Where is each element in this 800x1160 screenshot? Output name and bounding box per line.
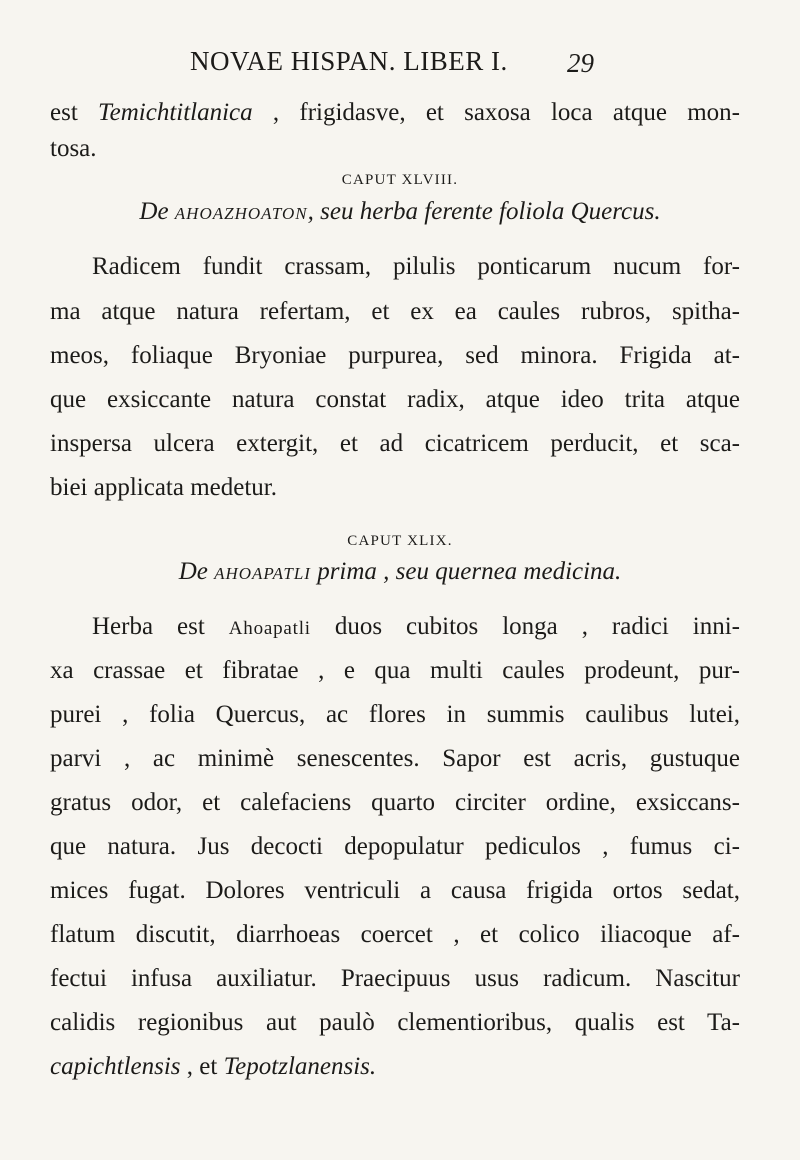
chapter-48-line-2: ma atque natura refertam, et ex ea caules rubros, spitha- (50, 298, 740, 325)
chapter-48-line-4: que exsiccante natura constat radix, atque ideo trita atque (50, 386, 740, 413)
plant-name: Ahoapatli (228, 618, 311, 639)
place-name: Tepotzlanensis. (223, 1053, 377, 1080)
chapter-48-line-1: Radicem fundit crassam, pilulis ponticarum nucum for- (92, 253, 740, 280)
chapter-48-line-6: biei applicata medetur. (50, 474, 277, 501)
intro-line-1: est Temichtitlanica , frigidasve, et saxosa loca atque mon- (50, 99, 740, 126)
page-number: 29 (567, 48, 594, 78)
chapter-48-line-3: meos, foliaque Bryoniae purpurea, sed minora. Frigida at- (50, 342, 740, 369)
chapter-49-caput: CAPUT XLIX. (347, 533, 453, 549)
chapter-49-line-6: que natura. Jus decocti depopulatur pediculos , fumus ci- (50, 833, 740, 860)
running-head: NOVAE HISPAN. LIBER I. (190, 46, 508, 76)
plant-name: AHOAZHOATON (174, 204, 308, 223)
chapter-49-line-3: purei , folia Quercus, ac flores in summis caulibus lutei, (50, 701, 740, 728)
chapter-49-line-2: xa crassae et fibratae , e qua multi caules prodeunt, pur- (50, 657, 740, 684)
plant-name: AHOAPATLI (214, 564, 311, 583)
chapter-49-line-11: capichtlensis , et Tepotzlanensis. (50, 1053, 377, 1080)
place-name: Temichtitlanica (98, 99, 253, 126)
chapter-48-title: De AHOAZHOATON, seu herba ferente foliola Quercus. (139, 198, 661, 225)
chapter-49-line-5: gratus odor, et calefaciens quarto circiter ordine, exsiccans- (50, 789, 740, 816)
page-header (0, 38, 800, 82)
chapter-49-line-10: calidis regionibus aut paulò clementioribus, qualis est Ta- (50, 1009, 740, 1036)
place-name: capichtlensis (50, 1053, 181, 1080)
chapter-49-line-4: parvi , ac minimè senescentes. Sapor est acris, gustuque (50, 745, 740, 772)
chapter-49-line-8: flatum discutit, diarrhoeas coercet , et colico iliacoque af- (50, 921, 740, 948)
chapter-48-caput: CAPUT XLVIII. (341, 172, 459, 188)
intro-line-2: tosa. (50, 135, 97, 162)
chapter-49-line-9: fectui infusa auxiliatur. Praecipuus usus radicum. Nascitur (50, 965, 740, 992)
chapter-49-line-1: Herba est Ahoapatli duos cubitos longa , radici inni- (92, 613, 740, 640)
chapter-48-line-5: inspersa ulcera extergit, et ad cicatricem perducit, et sca- (50, 430, 740, 457)
chapter-49-title: De AHOAPATLI prima , seu quernea medicina. (178, 558, 622, 585)
chapter-49-line-7: mices fugat. Dolores ventriculi a causa frigida ortos sedat, (50, 877, 740, 904)
